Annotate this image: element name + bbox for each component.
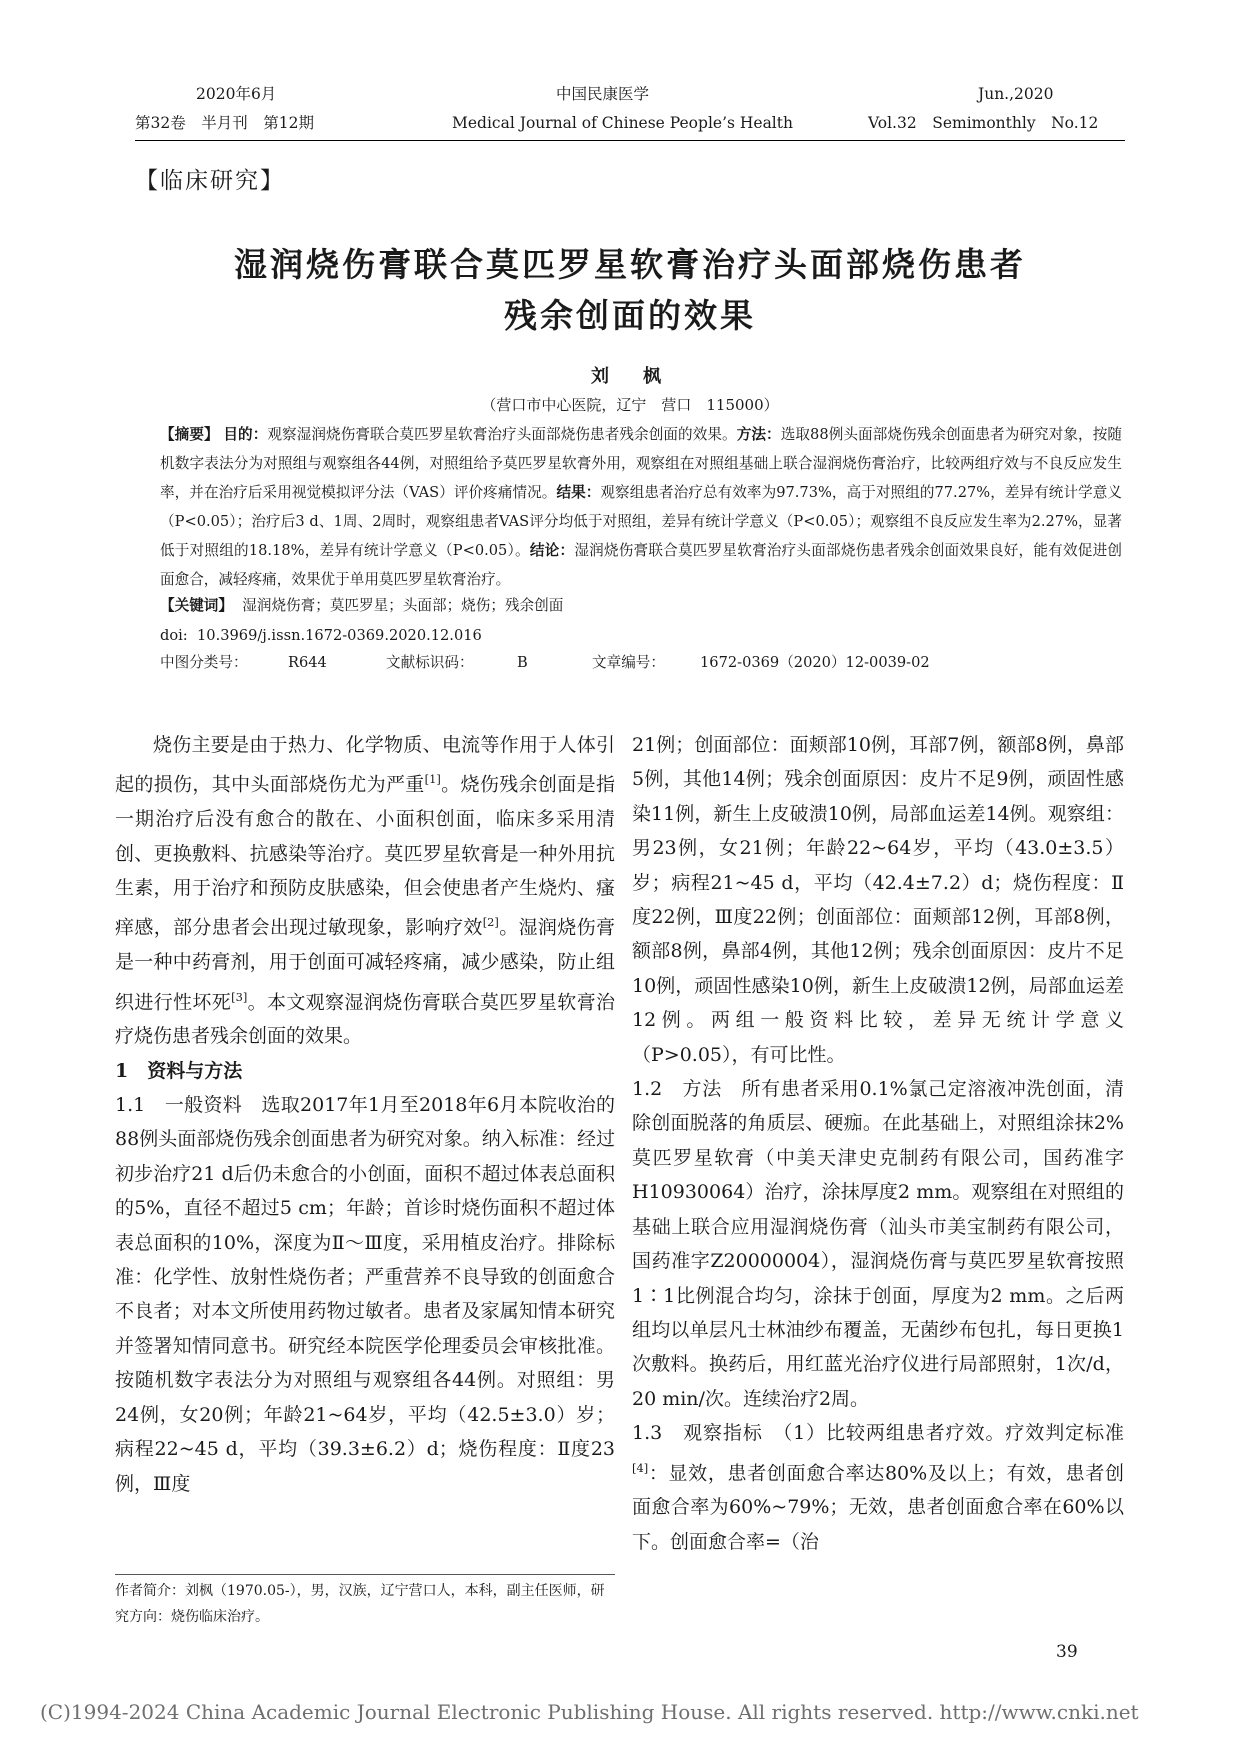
doc-code-label: 文献标识码：: [386, 654, 474, 671]
doi-value: 10.3969/j.issn.1672-0369.2020.12.016: [197, 627, 482, 644]
section-1-heading: 1 资料与方法: [115, 1059, 243, 1082]
doi-label: doi:: [160, 627, 188, 644]
abstract-objective: 观察湿润烧伤膏联合莫匹罗星软膏治疗头面部烧伤患者残余创面的效果。: [267, 426, 737, 443]
copyright-notice: (C)1994-2024 China Academic Journal Electronic Publishing House. All rights reserved. http://www.cnki.net: [40, 1700, 1139, 1724]
section-1-3: 1.3 观察指标 （1）比较两组患者疗效。疗效判定标准[4]：显效，患者创面愈合率达80%及以上；有效，患者创面愈合率为60%~79%；无效，患者创面愈合率在60%以下。创面愈合率=（治: [632, 1422, 1124, 1553]
section-1-1: 1.1 一般资料 选取2017年1月至2018年6月本院收治的88例头面部烧伤残余创面患者为研究对象。纳入标准：经过初步治疗21 d后仍未愈合的小创面，面积不超过体表总面积的5%，直径不超过5 cm；年龄；首诊时烧伤面积不超过体表总面积的10%，深度为Ⅱ～Ⅲ度，采用植皮治疗。排除标准：化学性、放射性烧伤者；严重营养不良导致的创面愈合不良者；对本文所使用药物过敏者。患者及家属知情本研究并签署知情同意书。研究经本院医学伦理委员会审核批准。按随机数字表法分为对照组与观察组各44例。对照组：男24例，女20例；年龄21~64岁，平均（42.5±3.0）岁；病程22~45 d，平均（39.3±6.2）d；烧伤程度：Ⅱ度23例，Ⅲ度: [115, 1094, 615, 1495]
keywords-label: 【关键词】: [160, 597, 233, 614]
ref-1: [1]: [424, 772, 441, 787]
article-no-label: 文章编号：: [592, 654, 665, 671]
abstract-results: 观察组患者治疗总有效率为97.73%，高于对照组的77.27%，差异有统计学意义（P<0.05）；治疗后3 d、1周、2周时，观察组患者VAS评分均低于对照组，差异有统计学意义（P<0.05）；观察组不良反应发生率为2.27%，显著低于对照组的18.18%，差异有统计学意义（P<0.05）。: [160, 484, 1122, 559]
ref-4: [4]: [632, 1460, 649, 1475]
keywords-text: 湿润烧伤膏；莫匹罗星；头面部；烧伤；残余创面: [242, 597, 564, 614]
header-volume: 第32卷 半月刊 第12期: [135, 114, 314, 132]
author-footnote: 作者简介：刘枫（1970.05-），男，汉族，辽宁营口人，本科，副主任医师，研究方向：烧伤临床治疗。: [115, 1583, 605, 1625]
section-1-1-continued: 21例；创面部位：面颊部10例，耳部7例，额部8例，鼻部5例，其他14例；残余创面原因：皮片不足9例，顽固性感染11例，新生上皮破溃10例，局部血运差14例。观察组：男23例，女21例；年龄22~64岁，平均（43.0±3.5）岁；病程21~45 d，平均（42.4±7.2）d；烧伤程度：Ⅱ度22例，Ⅲ度22例；创面部位：面颊部12例，耳部8例，额部8例，鼻部4例，其他12例；残余创面原因：皮片不足10例，顽固性感染10例，新生上皮破溃12例，局部血运差12例。两组一般资料比较，差异无统计学意义（P>0.05），有可比性。: [632, 734, 1124, 1066]
abstract-methods: 选取88例头面部烧伤残余创面患者为研究对象，按随机数字表法分为对照组与观察组各44例，对照组给予莫匹罗星软膏外用，观察组在对照组基础上联合湿润烧伤膏治疗，比较两组疗效与不良反应发生率，并在治疗后采用视觉模拟评分法（VAS）评价疼痛情况。: [160, 426, 1122, 501]
intro-paragraph: 烧伤主要是由于热力、化学物质、电流等作用于人体引起的损伤，其中头面部烧伤尤为严重[1]。烧伤残余创面是指一期治疗后没有愈合的散在、小面积创面，临床多采用清创、更换敷料、抗感染等治疗。莫匹罗星软膏是一种外用抗生素，用于治疗和预防皮肤感染，但会使患者产生烧灼、瘙痒感，部分患者会出现过敏现象，影响疗效[2]。湿润烧伤膏是一种中药膏剂，用于创面可减轻疼痛，减少感染，防止组织进行性坏死[3]。本文观察湿润烧伤膏联合莫匹罗星软膏治疗烧伤患者残余创面的效果。: [115, 734, 615, 1048]
abstract-methods-label: 方法：: [736, 426, 781, 443]
abstract-label: 【摘要】: [160, 426, 219, 443]
header-journal-cn: 中国民康医学: [556, 85, 650, 103]
header-date-en: Jun.,2020: [978, 85, 1054, 103]
header-date: 2020年6月: [196, 85, 277, 103]
footnote-rule: [115, 1574, 615, 1575]
left-column: [115, 728, 615, 1501]
ref-2: [2]: [482, 915, 499, 930]
keywords: [160, 594, 1122, 618]
clc-label: 中图分类号：: [160, 654, 248, 671]
clc-value: R644: [288, 654, 327, 671]
header-volume-en: Vol.32 Semimonthly No.12: [868, 114, 1099, 132]
doc-code-value: B: [517, 654, 528, 671]
page-number: 39: [1056, 1642, 1078, 1662]
section-tag: 【临床研究】: [135, 168, 285, 194]
right-column: [632, 728, 1124, 1559]
section-1-2: 1.2 方法 所有患者采用0.1%氯己定溶液冲洗创面，清除创面脱落的角质层、硬痂。在此基础上，对照组涂抹2%莫匹罗星软膏（中美天津史克制药有限公司，国药准字H10930064）治疗，涂抹厚度2 mm。观察组在对照组的基础上联合应用湿润烧伤膏（汕头市美宝制药有限公司，国药准字Z20000004），湿润烧伤膏与莫匹罗星软膏按照1∶1比例混合均匀，涂抹于创面，厚度为2 mm。之后两组均以单层凡士林油纱布覆盖，无菌纱布包扎，每日更换1次敷料。换药后，用红蓝光治疗仪进行局部照射，1次/d，20 min/次。连续治疗2周。: [632, 1078, 1124, 1410]
abstract: [160, 420, 1122, 594]
abstract-conclusion: 湿润烧伤膏联合莫匹罗星软膏治疗头面部烧伤患者残余创面效果良好，能有效促进创面愈合，减轻疼痛，效果优于单用莫匹罗星软膏治疗。: [160, 542, 1122, 588]
doi: [160, 624, 482, 648]
abstract-results-label: 结果：: [556, 484, 601, 501]
header-rule: [135, 140, 1125, 141]
author: 刘 枫: [591, 366, 669, 387]
article-title-line1: 湿润烧伤膏联合莫匹罗星软膏治疗头面部烧伤患者: [234, 245, 1026, 284]
article-no-value: 1672-0369（2020）12-0039-02: [700, 654, 930, 671]
header-journal-en: Medical Journal of Chinese People’s Health: [452, 114, 793, 132]
affiliation: （营口市中心医院，辽宁 营口 115000）: [481, 396, 779, 414]
ref-3: [3]: [231, 989, 248, 1004]
abstract-conclusion-label: 结论：: [529, 542, 575, 559]
article-title-line2: 残余创面的效果: [504, 296, 756, 335]
abstract-objective-label: 目的：: [223, 426, 268, 443]
